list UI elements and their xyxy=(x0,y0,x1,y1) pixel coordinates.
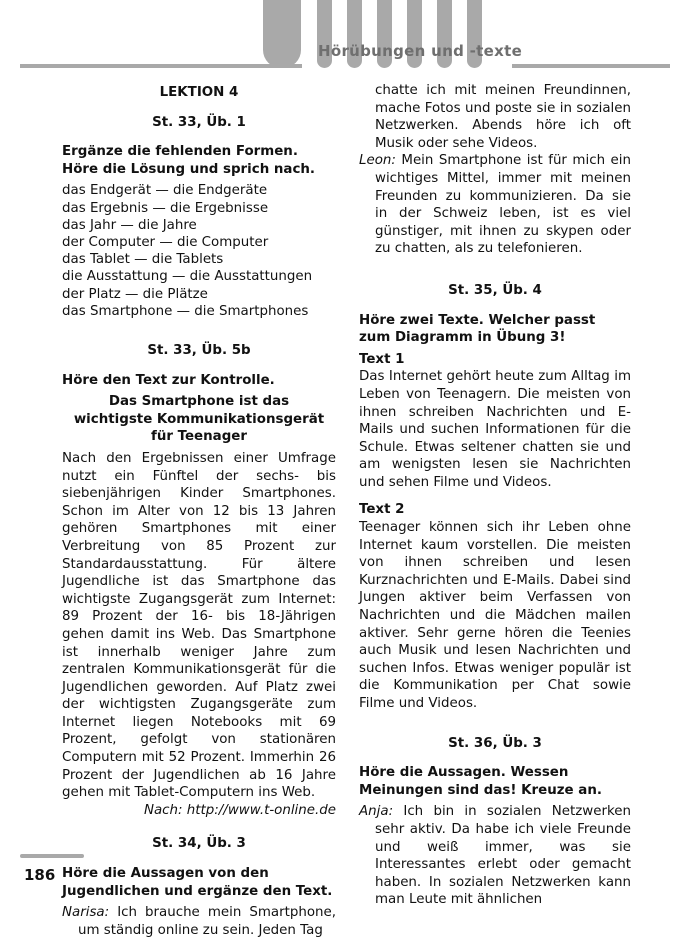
exercise-task: Höre zwei Texte. Welcher passt zum Diagramm in Übung 3! xyxy=(359,312,596,346)
speaker-text: Mein Smartphone ist für mich ein wichtiges Mittel, immer mit meinen Freunden zu kommunizieren. Da sie in der Schweiz leben, ist es viel günstiger, mit ihnen zu skypen oder zu chatten, als zu telefonieren. xyxy=(375,153,631,257)
speaker-name: Leon: xyxy=(359,153,396,169)
exercise-task: Höre die Aussagen. Wessen Meinungen sind das! Kreuze an. xyxy=(359,765,602,798)
header-rule-left xyxy=(20,64,302,68)
right-column xyxy=(359,82,631,909)
speaker-name: Narisa: xyxy=(62,905,110,921)
article-body: Nach den Ergebnissen einer Umfrage nutzt ein Fünftel der sechs- bis siebenjährigen Kinder Smartphones. Schon im Alter von 12 bis 13 Jahren gehören Smartphones mit einer Verbreitung von 85 Prozent zur Standardausstattung. Für ältere Jugendliche ist das Smartphone das wichtigste Zugangsgerät zum Internet: 89 Prozent der 16- bis 18-Jährigen gehen damit ins Web. Das Smartphone ist innerhalb weniger Jahre zum zentralen Kommunikationsgerät für die Jugendlichen geworden. Auf Platz zwei der wichtigsten Zugangsgeräte zum Internet liegen Notebooks mit 69 Prozent, gefolgt von stationären Computern mit 52 Prozent. Immerhin 26 Prozent der Jugendlichen ab 16 Jahre gehen mit Tablet-Computern ins Web. xyxy=(62,450,336,801)
exercise-heading: St. 33, Üb. 5b xyxy=(147,343,251,358)
left-column xyxy=(62,84,336,939)
speaker-text: Ich brauche mein Smartphone, um ständig online zu sein. Jeden Tag xyxy=(78,905,336,938)
header-tab-large xyxy=(263,0,301,68)
word-pair: das Endgerät — die Endgeräte xyxy=(62,183,268,199)
exercise-task: Ergänze die fehlenden Formen. Höre die Lösung und sprich nach. xyxy=(62,144,316,177)
text-body: Das Internet gehört heute zum Alltag im Leben von Teenagern. Die meisten von ihnen schreiben Nachrichten und E-Mails und suchen Informationen für die Schule. Etwas seltener chatten sie und am wenigsten lesen sie Nachrichten und sehen Filme und Videos. xyxy=(359,369,631,490)
page-number: 186 xyxy=(24,866,56,884)
word-pair: das Tablet — die Tablets xyxy=(62,252,224,268)
word-pair: das Smartphone — die Smartphones xyxy=(62,303,309,319)
word-pair: der Computer — die Computer xyxy=(62,234,269,250)
section-title: Hörübungen und -texte xyxy=(318,42,523,60)
exercise-task: Höre den Text zur Kontrolle. xyxy=(62,372,275,388)
exercise-task: Höre die Aussagen von den Jugendlichen und ergänze den Text. xyxy=(62,866,333,899)
word-pair: die Ausstattung — die Ausstattungen xyxy=(62,269,313,285)
text-label: Text 2 xyxy=(359,502,405,518)
lesson-heading: LEKTION 4 xyxy=(159,85,239,100)
footer-rule xyxy=(20,854,84,858)
word-pair: der Platz — die Plätze xyxy=(62,286,208,302)
exercise-heading: St. 33, Üb. 1 xyxy=(152,114,246,130)
speaker-name: Anja: xyxy=(359,804,394,820)
exercise-heading: St. 35, Üb. 4 xyxy=(448,282,542,298)
text-label: Text 1 xyxy=(359,351,405,367)
dialogue-line xyxy=(359,152,631,258)
word-pair: das Jahr — die Jahre xyxy=(62,217,197,233)
word-pair-list xyxy=(62,182,336,320)
dialogue-line xyxy=(359,803,631,909)
text-body: Teenager können sich ihr Leben ohne Internet kaum vorstellen. Die meisten von ihnen schreiben und lesen Kurznachrichten und E-Mails. Dabei sind Jungen aktiver beim Verfassen von Nachrichten und die Mädchen mailen aktiver. Sehr gerne hören die Teenies auch Musik und lesen Nachrichten und suchen Infos. Etwas weniger populär ist die Kommunikation per Chat sowie Filme und Videos. xyxy=(359,520,631,711)
header-rule-right xyxy=(512,64,670,68)
article-title: Das Smartphone ist das wichtigste Kommunikationsgerät für Teenager xyxy=(73,394,325,445)
word-pair: das Ergebnis — die Ergebnisse xyxy=(62,200,269,216)
dialogue-line xyxy=(62,904,336,939)
exercise-heading: St. 36, Üb. 3 xyxy=(448,735,542,751)
article-source: Nach: http://www.t-online.de xyxy=(143,802,336,818)
exercise-heading: St. 34, Üb. 3 xyxy=(152,836,246,852)
dialogue-continuation: chatte ich mit meinen Freundinnen, mache Fotos und poste sie in sozialen Netzwerken. Abends höre ich oft Musik oder sehe Videos. xyxy=(375,83,631,151)
speaker-text: Ich bin in sozialen Netzwerken sehr aktiv. Da habe ich viele Freunde und weiß immer, was sie Interessantes erlebt oder gemacht haben. In sozialen Netzwerken kann man Leute mit ähnlichen xyxy=(375,804,631,908)
